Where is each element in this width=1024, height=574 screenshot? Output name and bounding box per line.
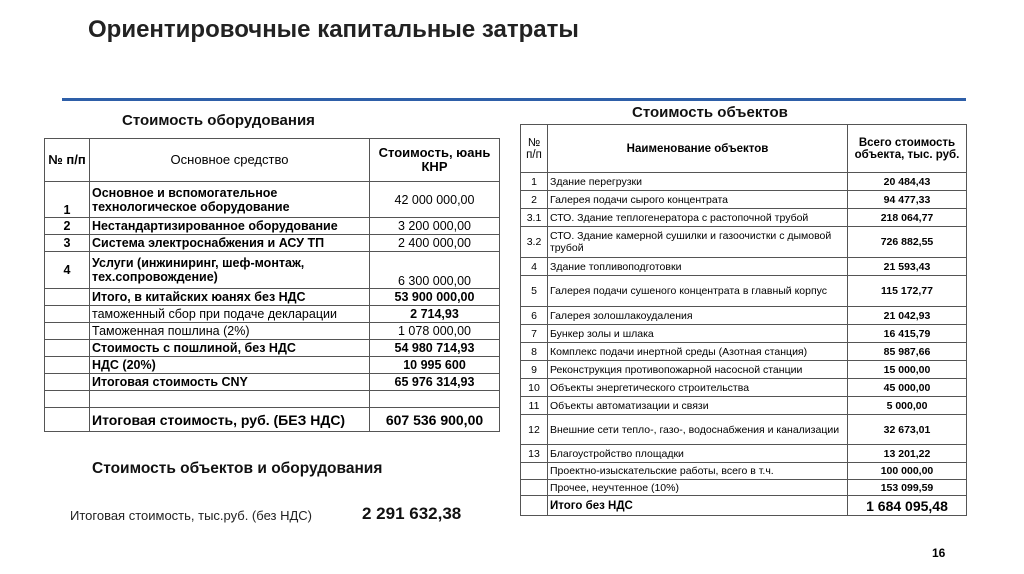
row-value: 32 673,01 [848,415,967,445]
row-value: 607 536 900,00 [370,408,500,432]
table-row [521,379,967,397]
row-value: 21 593,43 [848,258,967,276]
equipment-table [44,138,500,432]
row-name: Внешние сети тепло-, газо-, водоснабжения и канализации [548,415,848,445]
combined-total-label: Итоговая стоимость, тыс.руб. (без НДС) [70,508,312,523]
row-name: СТО. Здание камерной сушилки и газоочистки с дымовой трубой [548,227,848,258]
row-value: 218 064,77 [848,209,967,227]
row-name: Комплекс подачи инертной среды (Азотная станция) [548,343,848,361]
row-value: 54 980 714,93 [370,340,500,357]
row-value: 20 484,43 [848,173,967,191]
table-row [521,276,967,307]
combined-total-value: 2 291 632,38 [362,504,462,523]
row-num: 6 [521,307,548,325]
row-num [521,480,548,496]
row-name [90,391,370,408]
row-num [45,289,90,306]
table-row [521,307,967,325]
row-name: Объекты автоматизации и связи [548,397,848,415]
row-value: 1 078 000,00 [370,323,500,340]
table-row [45,182,500,218]
table-row [521,258,967,276]
table-row [521,397,967,415]
row-num: 3.2 [521,227,548,258]
table-row [521,325,967,343]
row-value: 2 714,93 [370,306,500,323]
table-row [45,306,500,323]
row-value: 15 000,00 [848,361,967,379]
header-value: Всего стоимость объекта, тыс. руб. [848,125,967,173]
slide-title: Ориентировочные капитальные затраты [88,16,579,43]
row-num [45,357,90,374]
row-value: 13 201,22 [848,445,967,463]
row-value: 115 172,77 [848,276,967,307]
row-num [45,323,90,340]
row-num: 1 [521,173,548,191]
row-value: 2 400 000,00 [370,235,500,252]
row-name: Галерея подачи сушеного концентрата в главный корпус [548,276,848,307]
table-header-row [45,139,500,182]
row-name: Прочее, неучтенное (10%) [548,480,848,496]
table-row [45,218,500,235]
row-value: 6 300 000,00 [370,252,500,289]
row-name: Галерея подачи сырого концентрата [548,191,848,209]
row-num [45,340,90,357]
row-value: 10 995 600 [370,357,500,374]
page-number: 16 [932,546,946,560]
row-value: 3 200 000,00 [370,218,500,235]
row-name: Здание перегрузки [548,173,848,191]
row-num: 12 [521,415,548,445]
table-row [45,289,500,306]
objects-heading: Стоимость объектов [632,104,788,121]
row-name: Здание топливоподготовки [548,258,848,276]
row-num: 9 [521,361,548,379]
table-row [521,361,967,379]
row-name: Бункер золы и шлака [548,325,848,343]
table-row [45,323,500,340]
table-row [521,343,967,361]
header-value: Стоимость, юань КНР [370,139,500,182]
row-name: таможенный сбор при подаче декларации [90,306,370,323]
table-row [45,357,500,374]
table-row [45,408,500,432]
row-name: Объекты энергетического строительства [548,379,848,397]
table-row [45,374,500,391]
row-num: 1 [45,182,90,218]
row-name: Система электроснабжения и АСУ ТП [90,235,370,252]
row-num [45,391,90,408]
row-name: НДС (20%) [90,357,370,374]
row-num: 4 [521,258,548,276]
row-num [521,496,548,516]
row-num: 5 [521,276,548,307]
row-name: Итоговая стоимость CNY [90,374,370,391]
header-num: № п/п [521,125,548,173]
row-name: Основное и вспомогательное технологическое оборудование [90,182,370,218]
row-value: 5 000,00 [848,397,967,415]
row-name: Услуги (инжиниринг, шеф-монтаж, тех.сопровождение) [90,252,370,289]
row-num: 2 [521,191,548,209]
row-value: 100 000,00 [848,463,967,480]
row-num: 3.1 [521,209,548,227]
row-num: 13 [521,445,548,463]
table-row [45,252,500,289]
table-row [45,391,500,408]
row-value: 53 900 000,00 [370,289,500,306]
row-name: Таможенная пошлина (2%) [90,323,370,340]
row-value [370,391,500,408]
header-name: Основное средство [90,139,370,182]
table-row [521,463,967,480]
header-name: Наименование объектов [548,125,848,173]
row-value: 94 477,33 [848,191,967,209]
row-value: 65 976 314,93 [370,374,500,391]
row-name: Галерея золошлакоудаления [548,307,848,325]
row-value: 21 042,93 [848,307,967,325]
header-num: № п/п [45,139,90,182]
row-name: Проектно-изыскательские работы, всего в т.ч. [548,463,848,480]
row-name: Реконструкция противопожарной насосной станции [548,361,848,379]
row-num [45,306,90,323]
row-num [45,408,90,432]
table-row [521,496,967,516]
row-name: Итого без НДС [548,496,848,516]
row-num [521,463,548,480]
row-name: Итого, в китайских юанях без НДС [90,289,370,306]
title-divider [62,98,966,101]
row-name: Итоговая стоимость, руб. (БЕЗ НДС) [90,408,370,432]
row-value: 1 684 095,48 [848,496,967,516]
row-num: 2 [45,218,90,235]
row-num: 7 [521,325,548,343]
row-name: Благоустройство площадки [548,445,848,463]
row-num: 10 [521,379,548,397]
row-num [45,374,90,391]
table-row [521,227,967,258]
row-num: 4 [45,252,90,289]
row-name: Нестандартизированное оборудование [90,218,370,235]
table-row [521,415,967,445]
table-row [45,235,500,252]
objects-table [520,124,967,516]
combined-heading: Стоимость объектов и оборудования [92,460,383,477]
row-value: 85 987,66 [848,343,967,361]
row-value: 153 099,59 [848,480,967,496]
row-name: Стоимость с пошлиной, без НДС [90,340,370,357]
row-value: 726 882,55 [848,227,967,258]
equipment-heading: Стоимость оборудования [122,112,315,129]
row-name: СТО. Здание теплогенератора с растопочной трубой [548,209,848,227]
row-value: 42 000 000,00 [370,182,500,218]
table-row [521,480,967,496]
row-num: 11 [521,397,548,415]
row-value: 45 000,00 [848,379,967,397]
table-row [521,191,967,209]
row-num: 8 [521,343,548,361]
table-header-row [521,125,967,173]
table-row [521,209,967,227]
table-row [45,340,500,357]
table-row [521,173,967,191]
table-row [521,445,967,463]
row-value: 16 415,79 [848,325,967,343]
row-num: 3 [45,235,90,252]
